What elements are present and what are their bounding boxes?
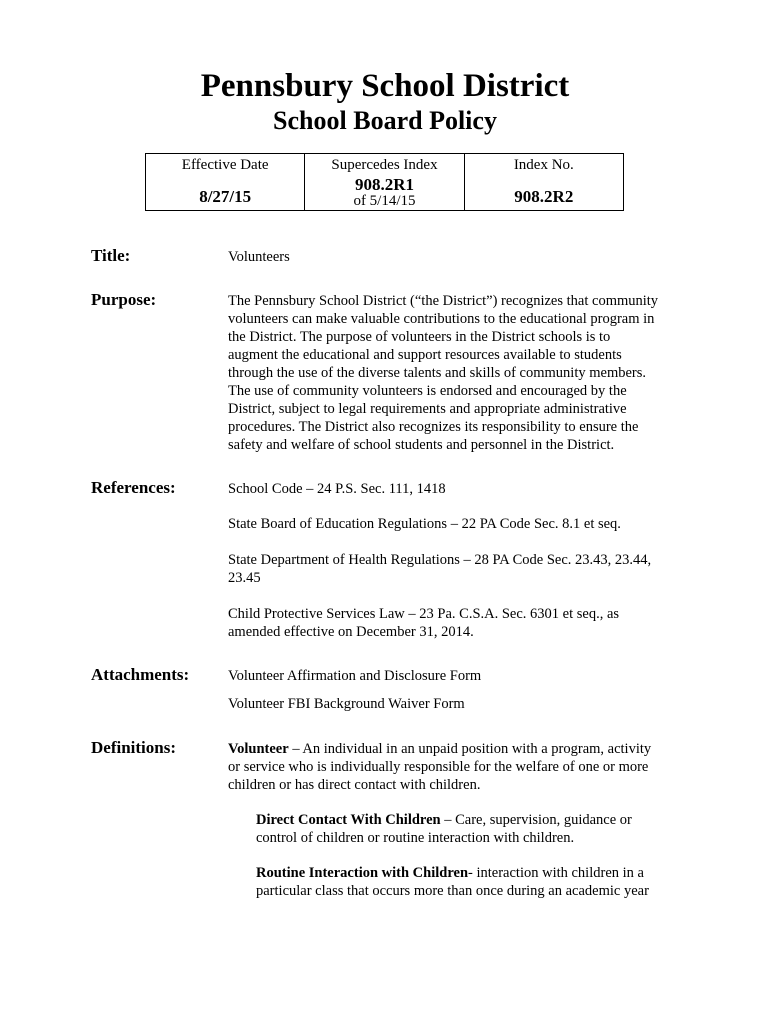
purpose-line: the District. The purpose of volunteers in the District schools is to <box>228 329 611 345</box>
purpose-line: through the use of the diverse talents and skills of community members. <box>228 365 647 381</box>
volunteer-def-line: or service who is individually responsible for the welfare of one or more <box>228 759 649 775</box>
direct-contact-def-line: control of children or routine interaction with children. <box>256 830 575 846</box>
volunteer-def-line: children or has direct contact with children. <box>228 777 481 793</box>
reference-state-board: State Board of Education Regulations – 22 PA Code Sec. 8.1 et seq. <box>228 516 621 532</box>
purpose-line: The Pennsbury School District (“the District”) recognizes that community <box>228 293 659 309</box>
routine-def-line: particular class that occurs more than once during an academic year <box>256 883 649 899</box>
definition-direct-contact <box>256 811 688 847</box>
index-no-value: 908.2R2 <box>514 187 574 206</box>
supercedes-label: Supercedes Index <box>331 157 438 173</box>
volunteer-term: Volunteer <box>228 741 289 757</box>
routine-def: - interaction with children in a <box>468 865 644 881</box>
reference-health-line: State Department of Health Regulations – 28 PA Code Sec. 23.43, 23.44, <box>228 552 652 568</box>
index-no-label: Index No. <box>513 157 574 173</box>
purpose-line: safety and welfare of school students and personnel in the District. <box>228 437 615 453</box>
supercedes-value: 908.2R1 <box>354 175 414 194</box>
definitions-label: Definitions: <box>91 738 176 757</box>
title-value: Volunteers <box>228 249 290 265</box>
volunteer-def: – An individual in an unpaid position with a program, activity <box>288 741 652 757</box>
purpose-line: augment the educational and support resources available to students <box>228 347 622 363</box>
attachments-label: Attachments: <box>91 665 190 684</box>
effective-date-label: Effective Date <box>181 157 269 173</box>
purpose-label: Purpose: <box>91 290 157 309</box>
reference-health <box>228 551 688 587</box>
reference-school-code: School Code – 24 P.S. Sec. 111, 1418 <box>228 481 446 497</box>
reference-cpsl <box>228 605 688 641</box>
routine-term: Routine Interaction with Children <box>256 865 469 881</box>
reference-health-line: 23.45 <box>228 570 261 586</box>
reference-cpsl-line: amended effective on December 31, 2014. <box>228 624 474 640</box>
direct-contact-term: Direct Contact With Children <box>256 812 441 828</box>
definition-routine-interaction <box>256 864 688 900</box>
purpose-line: procedures. The District also recognizes its responsibility to ensure the <box>228 419 639 435</box>
attachment-fbi-waiver-form: Volunteer FBI Background Waiver Form <box>228 696 465 712</box>
attachment-affirmation-form: Volunteer Affirmation and Disclosure Form <box>228 668 482 684</box>
purpose-line: volunteers can make valuable contributions to the educational program in <box>228 311 655 327</box>
definition-volunteer <box>228 740 688 794</box>
effective-date-value: 8/27/15 <box>199 187 252 206</box>
supercedes-cell <box>304 154 463 210</box>
purpose-paragraph <box>228 292 688 454</box>
direct-contact-def: – Care, supervision, guidance or <box>440 812 632 828</box>
index-no-cell <box>464 154 623 210</box>
purpose-line: The use of community volunteers is endorsed and encouraged by the <box>228 383 627 399</box>
policy-subtitle: School Board Policy <box>273 106 497 135</box>
reference-cpsl-line: Child Protective Services Law – 23 Pa. C.S.A. Sec. 6301 et seq., as <box>228 606 620 622</box>
title-label: Title: <box>91 246 131 265</box>
supercedes-of-date: of 5/14/15 <box>353 193 416 209</box>
references-label: References: <box>91 478 176 497</box>
district-title: Pennsbury School District <box>200 68 570 104</box>
index-table <box>145 153 624 211</box>
effective-date-cell <box>146 154 304 210</box>
purpose-line: District, subject to legal requirements and appropriate administrative <box>228 401 627 417</box>
